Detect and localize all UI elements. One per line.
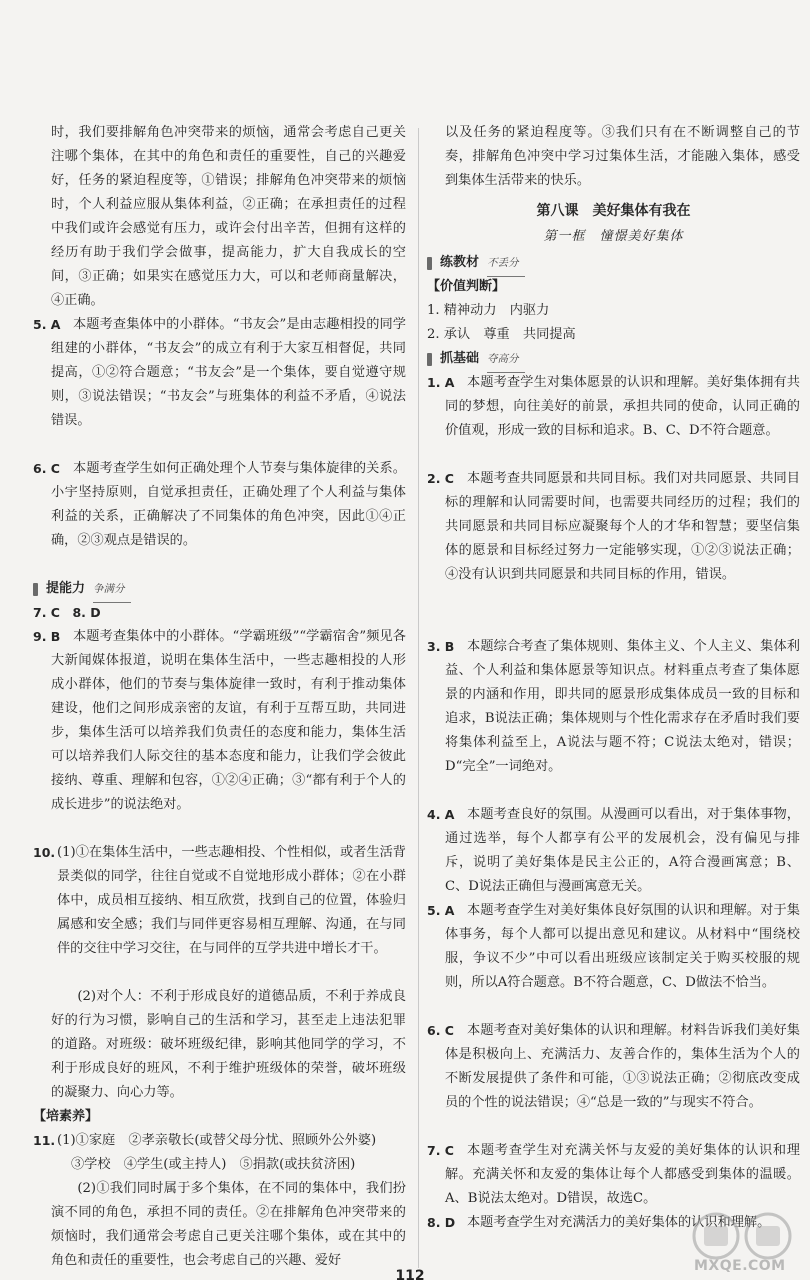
answer-item-1: [427, 371, 800, 467]
answer-number: 1. A: [427, 375, 455, 390]
page-number: 112: [395, 1268, 425, 1280]
right-column: [427, 121, 800, 1235]
answer-7-8-text: 7. C 8. D: [33, 605, 101, 620]
answer-item-11: [33, 1129, 406, 1273]
watermark-text: MXQE.COM: [694, 1258, 786, 1274]
answer-explanation: 本题考查集体中的小群体。“学霸班级”“学霸宿舍”频见各大新闻媒体报道，说明在集体生活中，一些志趣相投的人形成小群体，他们的节奏与集体旋律一致时，有利于推动集体建设，他们之间形成亲密的友谊，有利于互帮互助，共同进步，集体生活可以培养我们负责任的态度和能力，集体生活可以培养我们人际交往的基本态度和能力，让我们学会彼此接纳、尊重、理解和包容，①②④正确；③“都有利于个人的成长进步”的说法绝对。: [51, 629, 406, 812]
answer-item-4: [427, 803, 800, 899]
lesson-title: 第八课 美好集体有我在: [536, 203, 691, 219]
answer-10-part2: (2)对个人：不利于形成良好的道德品质，不利于养成良好的行为习惯，影响自己的生活和学习，甚至走上违法犯罪的道路。对班级：破坏班级纪律，影响其他同学的学习，不利于形成良好的班风，不利于维护班级体的荣誉，破坏班级的凝聚力、向心力等。: [51, 989, 406, 1100]
section-tag: 夺高分: [487, 347, 525, 373]
answer-7-8: [33, 601, 406, 625]
answer-number: 2. C: [427, 471, 454, 486]
answer-explanation: 本题考查学生如何正确处理个人节奏与集体旋律的关系。小宇坚持原则，自觉承担责任，正确处理了个人利益与集体利益的关系，正确解决了不同集体的角色冲突，因此①④正确，②③观点是错误的。: [51, 461, 406, 548]
answer-number: 9. B: [33, 629, 61, 644]
section-bar-icon: [33, 583, 38, 596]
section-bar-icon: [427, 353, 432, 366]
column-divider: [418, 128, 419, 1268]
answer-item-6-right: [427, 1019, 800, 1139]
section-value-judgment: 【价值判断】: [427, 279, 506, 294]
section-header-textbook: [427, 251, 800, 275]
answer-item-9: [33, 625, 406, 841]
answer-explanation: 本题考查良好的氛围。从漫画可以看出，对于集体事物，通过选举，每个人都享有公平的发展机会，没有偏见与排斥，说明了美好集体是民主公正的，A符合漫画寓意；B、C、D说法正确但与漫画寓意无关。: [445, 807, 800, 894]
section-tag: 争满分: [93, 577, 131, 603]
frame-title: 第一框 憧憬美好集体: [543, 229, 684, 244]
answer-item-6: [33, 457, 406, 577]
answer-number: 5. A: [427, 903, 455, 918]
answer-number: 7. C: [427, 1143, 454, 1158]
section-title: 抓基础: [440, 351, 480, 366]
answer-number: 6. C: [33, 461, 60, 476]
answer-explanation: 本题考查对美好集体的认识和理解。材料告诉我们美好集体是积极向上、充满活力、友善合作的，集体生活为个人的不断发展提供了条件和可能，①③说法正确；②彻底改变成员的个性的说法错误；④“总是一致的”与现实不符合。: [445, 1023, 800, 1110]
continued-answer-text: 以及任务的紧迫程度等。③我们只有在不断调整自己的节奏，排解角色冲突中学习过集体生活，才能融入集体，感受到集体生活带来的快乐。: [445, 125, 800, 188]
answer-item-5-right: [427, 899, 800, 1019]
section-tag: 不丢分: [487, 251, 525, 277]
answer-11-line1: (1)①家庭 ②孝亲敬长(或替父母分忧、照顾外公外婆): [57, 1133, 377, 1148]
answer-item-2: [427, 467, 800, 635]
section-header-basics: [427, 347, 800, 371]
answer-item-3: [427, 635, 800, 803]
answer-number: 10.: [33, 845, 56, 860]
answer-item-5: [33, 313, 406, 457]
answer-item-10: [33, 841, 406, 1105]
answer-number: 8. D: [427, 1215, 456, 1230]
answer-11-line2: ③学校 ④学生(或主持人) ⑤捐款(或扶贫济困): [71, 1157, 356, 1172]
answer-number: 4. A: [427, 807, 455, 822]
answer-10-part1: (1)①在集体生活中，一些志趣相投、个性相似，或者生活背景类似的同学，往往自觉或不自觉地形成小群体；②在小群体中，成员相互接纳、相互欣赏，找到自己的位置，体验归属感和安全感；我们与同伴更容易相互理解、沟通，在与同伴的交往中学习交往，在与同伴的互学共进中增长才干。: [57, 845, 406, 956]
answer-number: 3. B: [427, 639, 455, 654]
left-column: [33, 121, 406, 1273]
answer-explanation: 本题考查学生对美好集体良好氛围的认识和理解。对于集体事务，每个人都可以提出意见和建议。从材料中“围绕校服，争议不少”中可以看出班级应该制定关于购买校服的规则，所以A符合题意。B不符合题意，C、D做法不恰当。: [445, 903, 800, 990]
answer-11-part2: (2)①我们同时属于多个集体，在不同的集体中，我们扮演不同的角色，承担不同的责任。②在排解角色冲突带来的烦恼时，我们通常会考虑自己更关注哪个集体，或在其中的角色和责任的重要性，也会考虑自己的兴趣、爱好: [51, 1181, 406, 1268]
answer-explanation: 本题考查共同愿景和共同目标。我们对共同愿景、共同目标的理解和认同需要时间，也需要共同经历的过程；我们的共同愿景和共同目标应凝聚每个人的才华和智慧；要坚信集体的愿景和目标经过努力一定能够实现，①②③说法正确；④没有认识到共同愿景和共同目标的作用，错误。: [445, 471, 800, 582]
section-title: 练教材: [440, 255, 480, 270]
value-judgment-2: 2. 承认 尊重 共同提高: [427, 327, 576, 342]
answer-number: 11.: [33, 1133, 56, 1148]
answer-item-7-right: [427, 1139, 800, 1211]
answer-explanation: 本题考查学生对充满活力的美好集体的认识和理解。: [467, 1215, 771, 1230]
answer-number: 5. A: [33, 317, 61, 332]
value-judgment-1: 1. 精神动力 内驱力: [427, 303, 550, 318]
answer-explanation: 本题考查集体中的小群体。“书友会”是由志趣相投的同学组建的小群体，“书友会”的成立有利于大家互相督促，共同提高，①②符合题意；“书友会”是一个集体，要自觉遵守规则，③说法错误；“书友会”与班集体的利益不矛盾，④说法错误。: [51, 317, 406, 428]
answer-explanation: 本题考查学生对集体愿景的认识和理解。美好集体拥有共同的梦想，向往美好的前景，承担共同的使命，认同正确的价值观，形成一致的目标和追求。B、C、D不符合题意。: [445, 375, 800, 438]
continued-answer-text: 时，我们要排解角色冲突带来的烦恼，通常会考虑自己更关注哪个集体，在其中的角色和责任的重要性，自己的兴趣爱好，任务的紧迫程度等，①错误；排解角色冲突带来的烦恼时，个人利益应服从集体利益，②正确；在承担责任的过程中我们或许会感觉有压力，或许会付出辛苦，但拥有这样的经历有助于我们学会做事，提高能力，扩大自我成长的空间，③正确；如果实在感觉压力大，可以和老师商量解决，④正确。: [51, 125, 406, 308]
section-bar-icon: [427, 257, 432, 270]
section-cultivate: 【培素养】: [33, 1109, 99, 1124]
answer-number: 6. C: [427, 1023, 454, 1038]
section-title: 提能力: [46, 581, 86, 596]
section-header-improve: [33, 577, 406, 601]
answer-explanation: 本题考查学生对充满关怀与友爱的美好集体的认识和理解。充满关怀和友爱的集体让每个人都感受到集体的温暖。A、B说法太绝对。D错误，故选C。: [445, 1143, 800, 1206]
answer-explanation: 本题综合考查了集体规则、集体主义、个人主义、集体利益、个人利益和集体愿景等知识点。材料重点考查了集体愿景的内涵和作用，即共同的愿景形成集体成员一致的目标和追求，B说法正确；集体规则与个性化需求存在矛盾时我们要将集体利益至上，A说法与题不符；C说法太绝对，错误；D“完全”一词绝对。: [445, 639, 800, 774]
